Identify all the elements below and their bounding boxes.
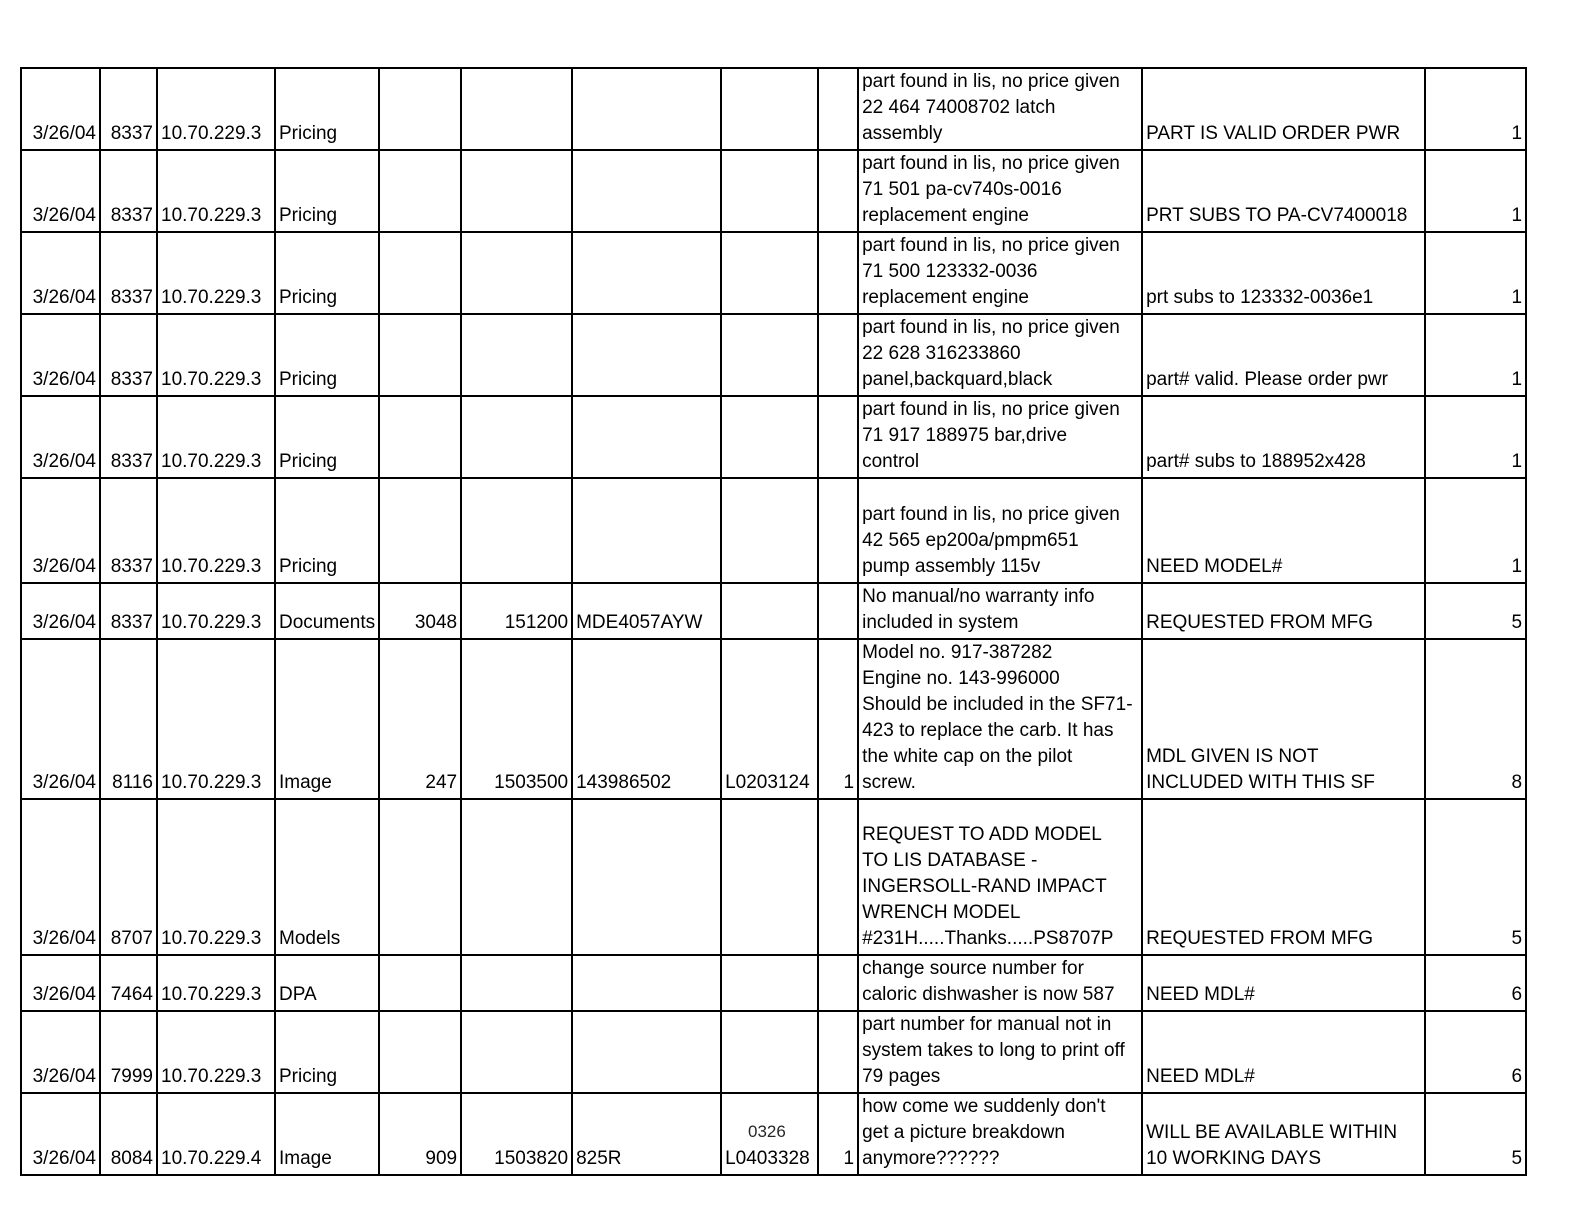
count-cell (379, 68, 461, 150)
reference-cell (721, 583, 818, 639)
code-cell: 1 (1425, 150, 1526, 232)
date-cell: 3/26/04 (21, 799, 100, 955)
ip-cell: 10.70.229.3 (157, 150, 275, 232)
flag-cell: 1 (818, 1093, 858, 1175)
count-cell (379, 478, 461, 583)
count-cell (379, 799, 461, 955)
ip-cell: 10.70.229.3 (157, 396, 275, 478)
id-cell: 7999 (100, 1011, 157, 1093)
code-cell: 6 (1425, 955, 1526, 1011)
records-table (20, 67, 1527, 1176)
id-cell: 7464 (100, 955, 157, 1011)
response-cell: WILL BE AVAILABLE WITHIN 10 WORKING DAYS (1142, 1093, 1425, 1175)
description-cell: part found in lis, no price given 22 464 74008702 latch assembly (858, 68, 1142, 150)
count-cell (379, 396, 461, 478)
count-cell (379, 150, 461, 232)
number-cell (461, 396, 572, 478)
count-cell (379, 1011, 461, 1093)
date-cell: 3/26/04 (21, 314, 100, 396)
description-cell: part found in lis, no price given 71 917 188975 bar,drive control (858, 396, 1142, 478)
flag-cell (818, 478, 858, 583)
ip-cell: 10.70.229.4 (157, 1093, 275, 1175)
code-cell: 8 (1425, 639, 1526, 799)
code-cell: 1 (1425, 314, 1526, 396)
count-cell (379, 955, 461, 1011)
category-cell: Pricing (275, 150, 379, 232)
id-cell: 8337 (100, 478, 157, 583)
table-row (21, 1011, 1526, 1093)
code-cell: 5 (1425, 583, 1526, 639)
id-cell: 8707 (100, 799, 157, 955)
table-row (21, 150, 1526, 232)
ip-cell: 10.70.229.3 (157, 799, 275, 955)
category-cell: Image (275, 1093, 379, 1175)
response-cell: MDL GIVEN IS NOT INCLUDED WITH THIS SF (1142, 639, 1425, 799)
model-cell (572, 955, 721, 1011)
response-cell: part# valid. Please order pwr (1142, 314, 1425, 396)
number-cell (461, 1011, 572, 1093)
table-row (21, 799, 1526, 955)
count-cell: 3048 (379, 583, 461, 639)
model-cell (572, 314, 721, 396)
category-cell: Pricing (275, 396, 379, 478)
reference-cell: L0403328 (721, 1093, 818, 1175)
description-cell: how come we suddenly don't get a picture breakdown anymore?????? (858, 1093, 1142, 1175)
flag-cell (818, 955, 858, 1011)
description-cell: part found in lis, no price given 71 500 123332-0036 replacement engine (858, 232, 1142, 314)
reference-cell (721, 799, 818, 955)
date-cell: 3/26/04 (21, 1011, 100, 1093)
description-cell: No manual/no warranty info included in system (858, 583, 1142, 639)
reference-cell (721, 1011, 818, 1093)
reference-cell (721, 68, 818, 150)
reference-cell (721, 955, 818, 1011)
response-cell: PRT SUBS TO PA-CV7400018 (1142, 150, 1425, 232)
reference-cell (721, 232, 818, 314)
category-cell: Documents (275, 583, 379, 639)
ip-cell: 10.70.229.3 (157, 68, 275, 150)
ip-cell: 10.70.229.3 (157, 639, 275, 799)
code-cell: 5 (1425, 799, 1526, 955)
code-cell: 1 (1425, 478, 1526, 583)
ip-cell: 10.70.229.3 (157, 232, 275, 314)
category-cell: Pricing (275, 68, 379, 150)
category-cell: Pricing (275, 1011, 379, 1093)
id-cell: 8337 (100, 396, 157, 478)
reference-cell (721, 478, 818, 583)
id-cell: 8337 (100, 150, 157, 232)
response-cell: REQUESTED FROM MFG (1142, 799, 1425, 955)
date-cell: 3/26/04 (21, 583, 100, 639)
model-cell (572, 232, 721, 314)
number-cell (461, 799, 572, 955)
model-cell: 143986502 (572, 639, 721, 799)
date-cell: 3/26/04 (21, 232, 100, 314)
code-cell: 6 (1425, 1011, 1526, 1093)
date-cell: 3/26/04 (21, 396, 100, 478)
category-cell: Image (275, 639, 379, 799)
number-cell (461, 150, 572, 232)
id-cell: 8337 (100, 314, 157, 396)
page-number: 0326 (748, 1122, 786, 1141)
reference-cell (721, 314, 818, 396)
ip-cell: 10.70.229.3 (157, 1011, 275, 1093)
description-cell: part found in lis, no price given 71 501 pa-cv740s-0016 replacement engine (858, 150, 1142, 232)
reference-cell (721, 396, 818, 478)
response-cell: NEED MDL# (1142, 955, 1425, 1011)
category-cell: DPA (275, 955, 379, 1011)
table-row (21, 639, 1526, 799)
flag-cell (818, 583, 858, 639)
ip-cell: 10.70.229.3 (157, 955, 275, 1011)
ip-cell: 10.70.229.3 (157, 478, 275, 583)
date-cell: 3/26/04 (21, 955, 100, 1011)
reference-cell (721, 150, 818, 232)
category-cell: Pricing (275, 232, 379, 314)
code-cell: 1 (1425, 396, 1526, 478)
code-cell: 1 (1425, 232, 1526, 314)
number-cell: 151200 (461, 583, 572, 639)
response-cell: PART IS VALID ORDER PWR (1142, 68, 1425, 150)
date-cell: 3/26/04 (21, 639, 100, 799)
table-row (21, 314, 1526, 396)
description-cell: part found in lis, no price given 22 628 316233860 panel,backquard,black (858, 314, 1142, 396)
number-cell (461, 314, 572, 396)
table-row (21, 68, 1526, 150)
model-cell (572, 396, 721, 478)
count-cell (379, 232, 461, 314)
number-cell (461, 478, 572, 583)
table-row (21, 955, 1526, 1011)
flag-cell (818, 1011, 858, 1093)
table-row (21, 478, 1526, 583)
count-cell: 247 (379, 639, 461, 799)
flag-cell (818, 314, 858, 396)
flag-cell (818, 396, 858, 478)
ip-cell: 10.70.229.3 (157, 314, 275, 396)
response-cell: NEED MDL# (1142, 1011, 1425, 1093)
number-cell: 1503820 (461, 1093, 572, 1175)
date-cell: 3/26/04 (21, 478, 100, 583)
response-cell: NEED MODEL# (1142, 478, 1425, 583)
count-cell (379, 314, 461, 396)
table-row (21, 232, 1526, 314)
number-cell: 1503500 (461, 639, 572, 799)
date-cell: 3/26/04 (21, 1093, 100, 1175)
table-row (21, 396, 1526, 478)
category-cell: Pricing (275, 478, 379, 583)
response-cell: part# subs to 188952x428 (1142, 396, 1425, 478)
category-cell: Pricing (275, 314, 379, 396)
response-cell: REQUESTED FROM MFG (1142, 583, 1425, 639)
code-cell: 1 (1425, 68, 1526, 150)
description-cell: part number for manual not in system takes to long to print off 79 pages (858, 1011, 1142, 1093)
model-cell (572, 478, 721, 583)
model-cell (572, 799, 721, 955)
number-cell (461, 955, 572, 1011)
response-cell: prt subs to 123332-0036e1 (1142, 232, 1425, 314)
category-cell: Models (275, 799, 379, 955)
count-cell: 909 (379, 1093, 461, 1175)
id-cell: 8337 (100, 232, 157, 314)
id-cell: 8337 (100, 68, 157, 150)
flag-cell: 1 (818, 639, 858, 799)
ip-cell: 10.70.229.3 (157, 583, 275, 639)
number-cell (461, 232, 572, 314)
date-cell: 3/26/04 (21, 68, 100, 150)
reference-cell: L0203124 (721, 639, 818, 799)
code-cell: 5 (1425, 1093, 1526, 1175)
id-cell: 8116 (100, 639, 157, 799)
model-cell: 825R (572, 1093, 721, 1175)
model-cell (572, 1011, 721, 1093)
number-cell (461, 68, 572, 150)
table-row (21, 583, 1526, 639)
flag-cell (818, 799, 858, 955)
flag-cell (818, 68, 858, 150)
description-cell: REQUEST TO ADD MODEL TO LIS DATABASE - INGERSOLL-RAND IMPACT WRENCH MODEL #231H.....Thanks.....PS8707P (858, 799, 1142, 955)
model-cell (572, 68, 721, 150)
model-cell: MDE4057AYW (572, 583, 721, 639)
model-cell (572, 150, 721, 232)
description-cell: Model no. 917-387282 Engine no. 143-996000 Should be included in the SF71- 423 to replace the carb. It has the white cap on the pilot screw. (858, 639, 1142, 799)
id-cell: 8337 (100, 583, 157, 639)
flag-cell (818, 150, 858, 232)
flag-cell (818, 232, 858, 314)
description-cell: change source number for caloric dishwasher is now 587 (858, 955, 1142, 1011)
description-cell: part found in lis, no price given 42 565 ep200a/pmpm651 pump assembly 115v (858, 478, 1142, 583)
date-cell: 3/26/04 (21, 150, 100, 232)
id-cell: 8084 (100, 1093, 157, 1175)
